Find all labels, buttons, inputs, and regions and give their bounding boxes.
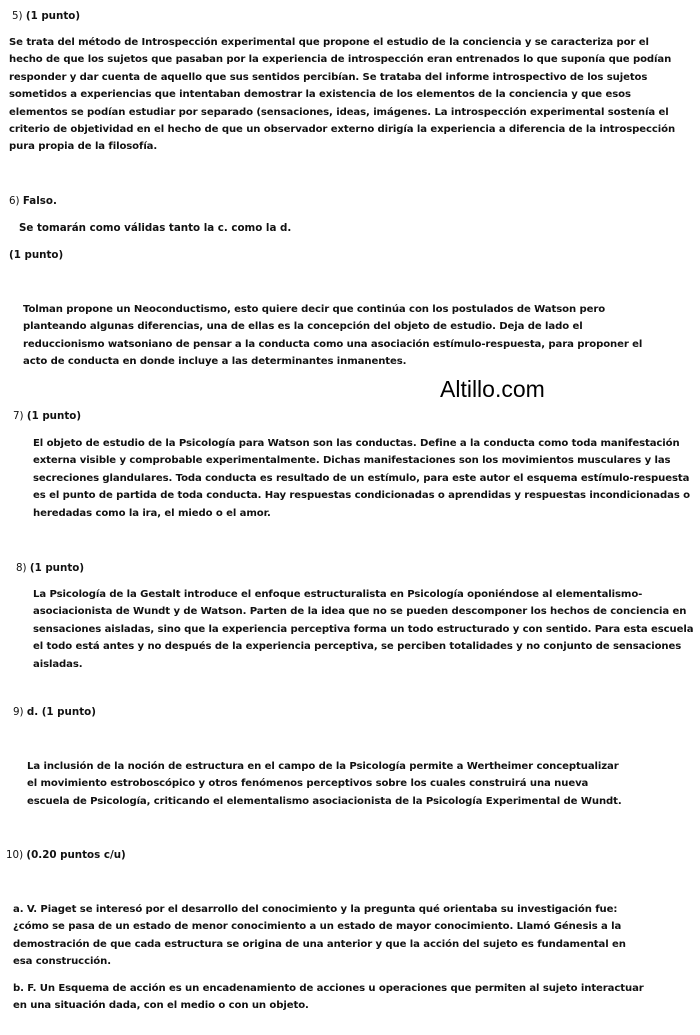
paragraph-line: responder y dar cuenta de aquello que sus sentidos percibían. Se trataba del informe introspectivo de los sujetos [9, 71, 648, 83]
q9-answer [27, 758, 622, 810]
paragraph-line: hecho de que los sujetos que pasaban por la experiencia de introspección eran entrenados lo que suponía que podían [9, 54, 672, 66]
paragraph-line: demostración de que cada estructura se origina de una anterior y que la acción del sujeto es fundamental en [13, 938, 626, 950]
q7-number: 7) [13, 410, 24, 422]
q8-number: 8) [16, 562, 27, 574]
q10-item-a [13, 901, 626, 971]
q6-heading [9, 194, 57, 208]
paragraph-line: El objeto de estudio de la Psicología para Watson son las conductas. Define a la conducta como toda manifestación [33, 438, 680, 449]
watermark-text: Altillo.com [440, 376, 545, 402]
q8-heading [16, 561, 84, 575]
paragraph-line: pura propia de la filosofía. [9, 141, 158, 153]
q6-points: (1 punto) [9, 249, 64, 261]
q10-number: 10) [6, 849, 24, 861]
paragraph-line: elementos se podían estudiar por separado (sensaciones, ideas, imágenes. La introspección experimental sostenía el [9, 106, 669, 118]
paragraph-line: La inclusión de la noción de estructura en el campo de la Psicología permite a Wertheimer conceptualizar [27, 761, 619, 772]
q5-answer [9, 34, 675, 156]
q6-note: Se tomarán como válidas tanto la c. como la d. [19, 222, 292, 234]
q10-item-b [13, 980, 644, 1015]
paragraph-line: sensaciones aisladas, sino que la experiencia perceptiva forma un todo estructurado y con sentido. Para esta escuela [33, 623, 694, 635]
paragraph-line: heredadas como la ira, el miedo o el amor. [33, 507, 271, 519]
q5-points: (1 punto) [25, 10, 81, 22]
paragraph-line: Se trata del método de Introspección experimental que propone el estudio de la conciencia y se caracteriza por el [9, 37, 649, 48]
q5-number: 5) [12, 10, 23, 22]
paragraph-line: ¿cómo se pasa de un estado de menor conocimiento a un estado de mayor conocimiento. Llamó Génesis a la [13, 921, 622, 933]
paragraph-line: escuela de Psicología, criticando el elementalismo asociacionista de la Psicología Experimental de Wundt. [27, 795, 622, 807]
paragraph-line: criterio de objetividad en el hecho de que un observador externo dirigía la experiencia a diferencia de la introspección [9, 124, 676, 136]
paragraph-line: el movimiento estroboscópico y otros fenómenos perceptivos sobre los cuales construirá una nueva [27, 778, 589, 790]
q7-answer [33, 435, 690, 522]
paragraph-line: aisladas. [33, 658, 83, 670]
q7-points: (1 punto) [26, 410, 82, 422]
paragraph-line: sometidos a experiencias que intentaban demostrar la existencia de los elementos de la conciencia y que esos [9, 89, 631, 101]
q9-answer-label: d. (1 punto) [26, 706, 96, 718]
paragraph-line: esa construcción. [13, 956, 111, 968]
q9-heading [13, 705, 96, 719]
q6-number: 6) [9, 195, 20, 207]
q10-heading [6, 848, 126, 862]
paragraph-line: La Psicología de la Gestalt introduce el enfoque estructuralista en Psicología oponiéndose al elementalismo- [33, 589, 643, 600]
q10-points: (0.20 puntos c/u) [26, 849, 126, 861]
paragraph-line: externa visible y comprobable experimentalmente. Dichas manifestaciones son los movimientos musculares y las [33, 455, 671, 467]
paragraph-line: Tolman propone un Neoconductismo, esto quiere decir que continúa con los postulados de Watson pero [23, 304, 606, 315]
q6-answer-label: Falso. [22, 195, 57, 207]
paragraph-line: planteando algunas diferencias, una de ellas es la concepción del objeto de estudio. Deja de lado el [23, 321, 583, 333]
paragraph-line: acto de conducta en donde incluye a las determinantes inmanentes. [23, 356, 407, 368]
q6-answer [23, 301, 642, 371]
paragraph-line: a. V. Piaget se interesó por el desarrollo del conocimiento y la pregunta qué orientaba su investigación fue: [13, 904, 618, 915]
q9-number: 9) [13, 706, 24, 718]
paragraph-line: b. F. Un Esquema de acción es un encadenamiento de acciones u operaciones que permiten al sujeto interactuar [13, 983, 644, 994]
q5-heading [12, 9, 80, 23]
q8-answer [33, 586, 693, 673]
paragraph-line: el todo está antes y no después de la experiencia perceptiva, se perciben totalidades y no conjunto de sensaciones [33, 641, 682, 653]
q7-heading [13, 409, 81, 423]
paragraph-line: asociacionista de Wundt y de Watson. Parten de la idea que no se pueden descomponer los hechos de conciencia en [33, 606, 687, 618]
paragraph-line: reduccionismo watsoniano de pensar a la conducta como una asociación estímulo-respuesta, para proponer el [23, 338, 643, 350]
paragraph-line: secreciones glandulares. Toda conducta es resultado de un estímulo, para este autor el esquema estímulo-respuesta [33, 472, 690, 484]
paragraph-line: es el punto de partida de toda conducta. Hay respuestas condicionadas o aprendidas y respuestas incondicionadas o [33, 490, 690, 502]
q8-points: (1 punto) [29, 562, 85, 574]
paragraph-line: en una situación dada, con el medio o con un objeto. [13, 1000, 309, 1012]
